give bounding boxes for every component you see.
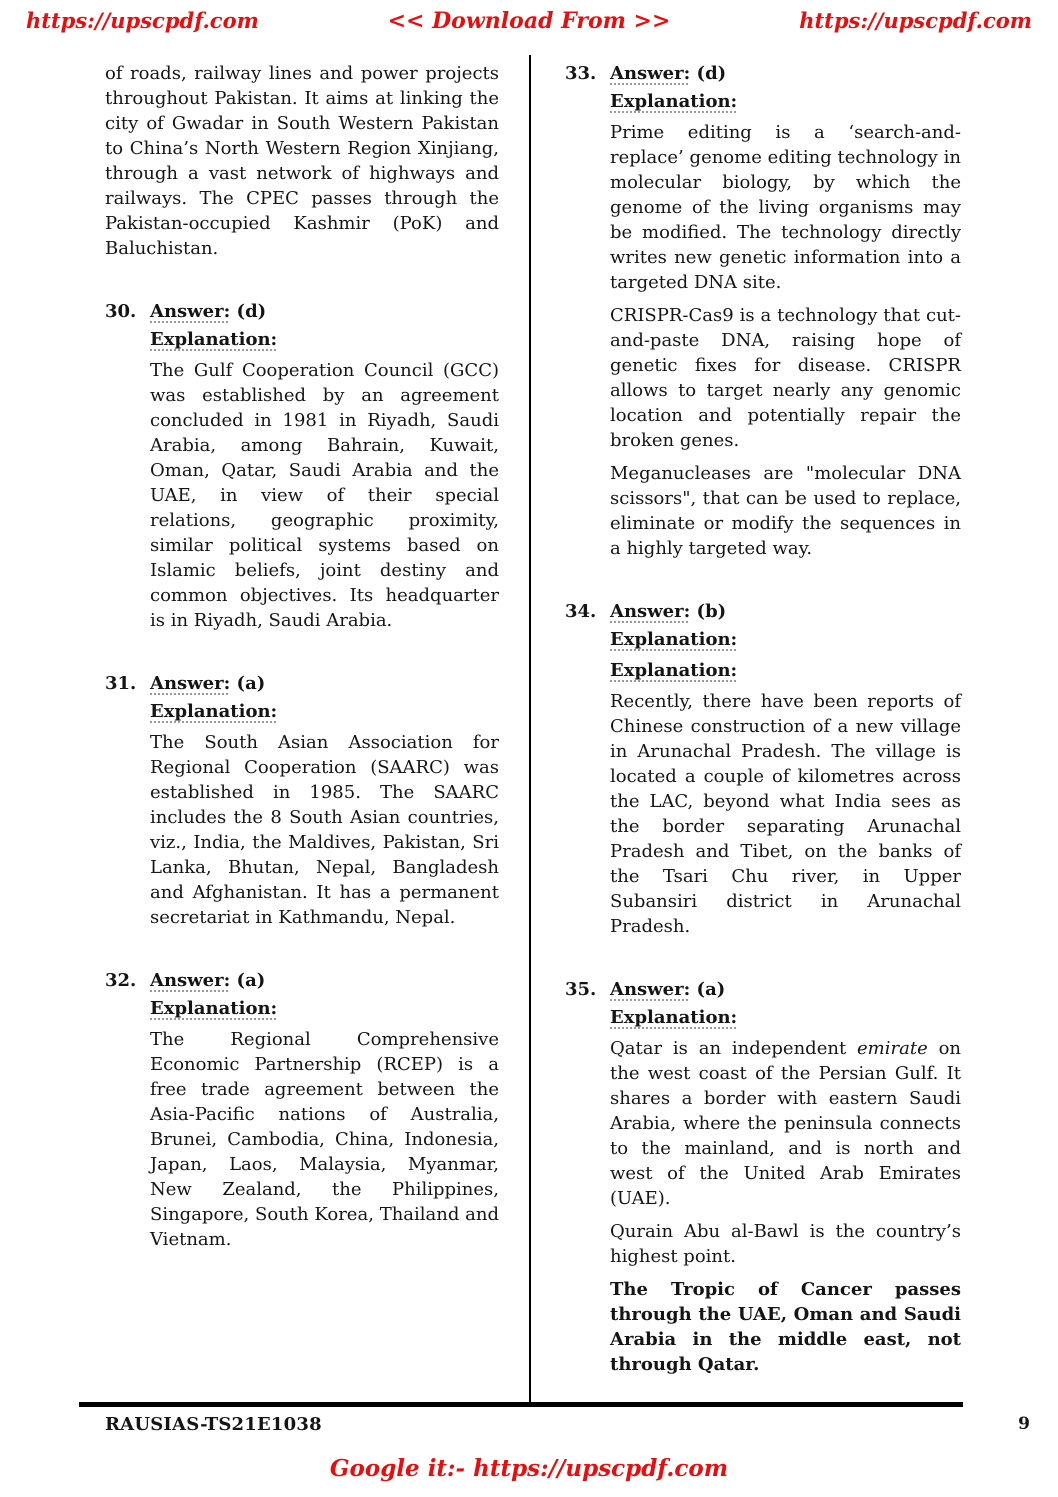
two-column-content (0, 55, 1058, 1402)
explanation-label: Explanation: (610, 1007, 738, 1028)
answer-section-30 (105, 299, 499, 633)
answer-label: Answer: (610, 979, 691, 1000)
text-run: The Gulf Cooperation Council (GCC) was established by an agreement concluded in 1981 in Riyadh, Saudi Arabia, among Bahrain, Kuwait, Oman, Qatar, Saudi Arabia and the UAE, in view of their special relations, geographic proximity, similar political systems based on Islamic beliefs, joint destiny and common objectives. Its headquarter is in Riyadh, Saudi Arabia. (150, 360, 499, 631)
column-right (531, 55, 1058, 1402)
answer-label: Answer: (610, 601, 691, 622)
explanation-paragraph (610, 1277, 961, 1377)
header-left-link[interactable]: https://upscpdf.com (26, 8, 259, 33)
text-run: The Regional Comprehensive Economic Partnership (RCEP) is a free trade agreement between the Asia-Pacific nations of Australia, Brunei, Cambodia, China, Indonesia, Japan, Laos, Malaysia, Myanmar, New Zealand, the Philippines, Singapore, South Korea, Thailand and Vietnam. (150, 1029, 499, 1250)
answer-label: Answer: (150, 970, 231, 991)
explanation-paragraph (610, 1036, 961, 1211)
answer-section-31 (105, 671, 499, 930)
footer-doc-code: RAUSIAS-TS21E1038 (105, 1414, 322, 1435)
text-run: Prime editing is a ‘search-and-replace’ genome editing technology in molecular biology, by which the genome of the living organisms may be modified. The technology directly writes new genetic information into a targeted DNA site. (610, 122, 961, 293)
continuation-paragraph: of roads, railway lines and power projects throughout Pakistan. It aims at linking the city of Gwadar in South Western Pakistan to China’s North Western Region Xinjiang, through a vast network of highways and railways. The CPEC passes through the Pakistan-occupied Kashmir (PoK) and Baluchistan. (105, 63, 499, 259)
footer-google-link[interactable]: Google it:- https://upscpdf.com (329, 1455, 729, 1482)
explanation-label: Explanation: (610, 629, 738, 650)
answer-option-value: (a) (236, 673, 266, 694)
footer-page-number: 9 (1018, 1414, 1030, 1434)
answer-row (565, 977, 961, 1002)
page-header (26, 8, 1032, 34)
explanation-label: Explanation: (150, 998, 278, 1019)
explanation-paragraph (150, 730, 499, 930)
answer-option-value: (d) (696, 63, 727, 84)
answer-section-35 (565, 977, 961, 1377)
sections-left (105, 299, 499, 1252)
sections-right (565, 61, 961, 1377)
question-number: 35. (565, 979, 597, 1000)
answer-option-value: (a) (236, 970, 266, 991)
explanation-paragraph (610, 461, 961, 561)
text-run: The South Asian Association for Regional Cooperation (SAARC) was established in 1985. The SAARC includes the 8 South Asian countries, viz., India, the Maldives, Pakistan, Sri Lanka, Bhutan, Nepal, Bangladesh and Afghanistan. It has a permanent secretariat in Kathmandu, Nepal. (150, 732, 499, 928)
answer-row (105, 299, 499, 324)
answer-row (105, 671, 499, 696)
explanation-paragraph (610, 1219, 961, 1269)
explanation-paragraph (150, 1027, 499, 1252)
question-number: 32. (105, 970, 137, 991)
answer-row (565, 61, 961, 86)
text-run: Recently, there have been reports of Chinese construction of a new village in Arunachal Pradesh. The village is located a couple of kilometres across the LAC, beyond what India sees as the border separating Arunachal Pradesh and Tibet, on the banks of the Tsari Chu river, in Upper Subansiri district in Arunachal Pradesh. (610, 691, 961, 937)
answer-label: Answer: (610, 63, 691, 84)
explanation-label: Explanation: (610, 660, 738, 681)
answer-label: Answer: (150, 673, 231, 694)
explanation-label: Explanation: (150, 701, 278, 722)
question-number: 31. (105, 673, 137, 694)
explanation-paragraph (610, 303, 961, 453)
answer-section-34 (565, 599, 961, 939)
text-run: The Tropic of Cancer passes through the UAE, Oman and Saudi Arabia in the middle east, not through Qatar. (610, 1279, 961, 1375)
column-left (0, 55, 531, 1402)
answer-label: Answer: (150, 301, 231, 322)
explanation-paragraph (610, 120, 961, 295)
text-run: on the west coast of the Persian Gulf. It shares a border with eastern Saudi Arabia, where the peninsula connects to the mainland, and is north and west of the United Arab Emirates (UAE). (610, 1038, 962, 1209)
header-right-link[interactable]: https://upscpdf.com (799, 8, 1032, 33)
answer-section-33 (565, 61, 961, 561)
answer-section-32 (105, 968, 499, 1252)
answer-row (105, 968, 499, 993)
header-download-from-text: << Download From >> (387, 8, 671, 34)
text-run: Meganucleases are "molecular DNA scissors", that can be used to replace, eliminate or modify the sequences in a highly targeted way. (610, 463, 961, 559)
question-number: 34. (565, 601, 597, 622)
answer-option-value: (b) (696, 601, 727, 622)
text-run: CRISPR-Cas9 is a technology that cut-and-paste DNA, raising hope of genetic fixes for disease. CRISPR allows to target nearly any genomic location and potentially repair the broken genes. (610, 305, 961, 451)
text-run: Qatar is an independent (610, 1038, 858, 1059)
footer-divider-rule (79, 1402, 963, 1407)
explanation-paragraph (610, 689, 961, 939)
answer-option-value: (d) (236, 301, 267, 322)
text-run: Qurain Abu al-Bawl is the country’s highest point. (610, 1221, 961, 1267)
question-number: 33. (565, 63, 597, 84)
explanation-label: Explanation: (150, 329, 278, 350)
text-run: emirate (857, 1038, 928, 1059)
explanation-label: Explanation: (610, 91, 738, 112)
explanation-paragraph (150, 358, 499, 633)
answer-row (565, 599, 961, 624)
question-number: 30. (105, 301, 137, 322)
answer-option-value: (a) (696, 979, 726, 1000)
